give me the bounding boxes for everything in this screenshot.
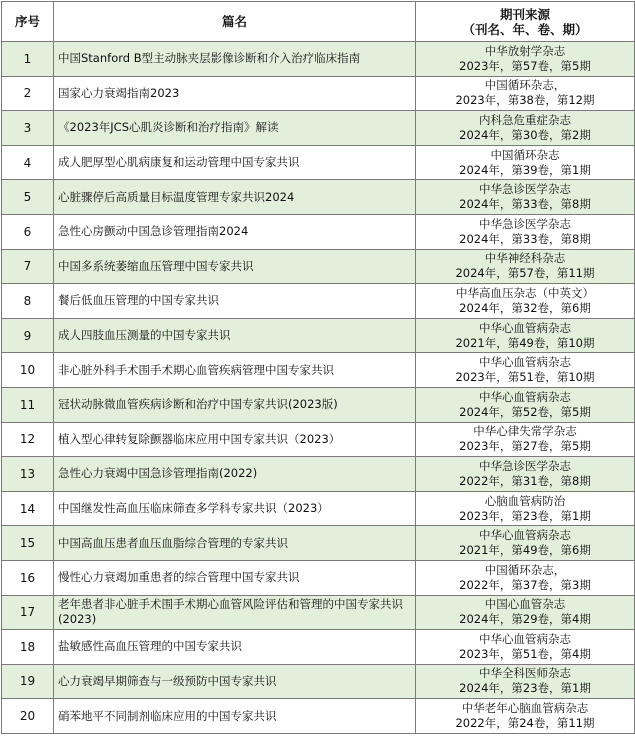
- row-source: [416, 353, 635, 388]
- row-issue: 2024年，第30卷，第2期: [459, 127, 591, 142]
- row-journal: 心脑血管病防治: [484, 493, 566, 508]
- row-index: 14: [2, 491, 54, 526]
- row-journal: 中华老年心脑血管病杂志: [461, 701, 589, 716]
- row-title: 餐后低血压管理的中国专家共识: [54, 284, 416, 319]
- row-index: 18: [2, 630, 54, 665]
- row-source: [416, 284, 635, 319]
- row-issue: 2022年，第31卷，第8期: [459, 473, 591, 488]
- guideline-table: [1, 1, 635, 734]
- row-journal: 中华高血压杂志（中英文）: [456, 285, 594, 300]
- row-index: 8: [2, 284, 54, 319]
- header-source-line1: 期刊来源: [499, 6, 550, 22]
- table-row: [2, 630, 635, 665]
- row-journal: 内科急危重症杂志: [479, 112, 571, 127]
- row-title: 非心脏外科手术围手术期心血管疾病管理中国专家共识: [54, 353, 416, 388]
- row-title: 盐敏感性高血压管理的中国专家共识: [54, 630, 416, 665]
- row-issue: 2024年，第33卷，第8期: [459, 231, 591, 246]
- row-index: 19: [2, 664, 54, 699]
- row-journal: 中华神经科杂志: [484, 251, 566, 266]
- row-journal: 中华心血管病杂志: [479, 389, 571, 404]
- row-title: 冠状动脉微血管疾病诊断和治疗中国专家共识(2023版): [54, 387, 416, 422]
- row-source: [416, 457, 635, 492]
- row-issue: 2022年，第24卷，第11期: [455, 716, 595, 731]
- row-index: 3: [2, 111, 54, 146]
- table-row: [2, 249, 635, 284]
- table-row: [2, 145, 635, 180]
- row-title: 成人肥厚型心肌病康复和运动管理中国专家共识: [54, 145, 416, 180]
- row-title: 心脏骤停后高质量目标温度管理专家共识2024: [54, 180, 416, 215]
- row-issue: 2023年，第38卷，第12期: [455, 93, 595, 108]
- row-issue: 2021年，第49卷，第6期: [459, 543, 591, 558]
- row-title: 老年患者非心脏手术围手术期心血管风险评估和管理的中国专家共识(2023): [54, 595, 416, 630]
- row-issue: 2022年，第37卷，第3期: [459, 577, 591, 592]
- row-title: 植入型心律转复除颤器临床应用中国专家共识（2023）: [54, 422, 416, 457]
- row-journal: 中华心血管病杂志: [479, 355, 571, 370]
- row-issue: 2023年，第51卷，第4期: [459, 646, 591, 661]
- table-row: [2, 422, 635, 457]
- row-source: [416, 249, 635, 284]
- row-source: [416, 699, 635, 734]
- row-source: [416, 76, 635, 111]
- table-row: [2, 595, 635, 630]
- row-source: [416, 180, 635, 215]
- header-index: 序号: [2, 2, 54, 42]
- table-row: [2, 111, 635, 146]
- table-header-row: [2, 2, 635, 42]
- row-title: 硝苯地平不同制剂临床应用的中国专家共识: [54, 699, 416, 734]
- row-title: 慢性心力衰竭加重患者的综合管理中国专家共识: [54, 560, 416, 595]
- row-title: 中国Stanford B型主动脉夹层影像诊断和介入治疗临床指南: [54, 42, 416, 77]
- row-source: [416, 595, 635, 630]
- table-row: [2, 457, 635, 492]
- row-title: 中国继发性高血压临床筛查多学科专家共识（2023）: [54, 491, 416, 526]
- row-issue: 2024年，第57卷，第11期: [455, 266, 595, 281]
- row-title: 中国多系统萎缩血压管理中国专家共识: [54, 249, 416, 284]
- row-index: 9: [2, 318, 54, 353]
- row-title: 中国高血压患者血压血脂综合管理的专家共识: [54, 526, 416, 561]
- row-index: 1: [2, 42, 54, 77]
- row-issue: 2024年，第33卷，第8期: [459, 197, 591, 212]
- row-index: 7: [2, 249, 54, 284]
- table-row: [2, 284, 635, 319]
- row-source: [416, 630, 635, 665]
- row-issue: 2023年，第51卷，第10期: [455, 370, 595, 385]
- row-journal: 中华全科医师杂志: [479, 666, 571, 681]
- row-journal: 中国循环杂志，: [484, 562, 566, 577]
- row-index: 15: [2, 526, 54, 561]
- row-journal: 中国循环杂志: [490, 147, 560, 162]
- row-journal: 中华急诊医学杂志: [479, 182, 571, 197]
- row-source: [416, 111, 635, 146]
- row-title: 急性心房颤动中国急诊管理指南2024: [54, 214, 416, 249]
- row-issue: 2023年，第23卷，第1期: [459, 508, 591, 523]
- row-journal: 中国心血管杂志: [484, 597, 566, 612]
- row-source: [416, 526, 635, 561]
- table-row: [2, 353, 635, 388]
- row-journal: 中华心律失常学杂志: [473, 424, 577, 439]
- row-index: 11: [2, 387, 54, 422]
- row-journal: 中华放射学杂志: [484, 43, 566, 58]
- table-row: [2, 387, 635, 422]
- row-source: [416, 145, 635, 180]
- table-row: [2, 318, 635, 353]
- row-source: [416, 422, 635, 457]
- table-row: [2, 214, 635, 249]
- row-title: 《2023年JCS心肌炎诊断和治疗指南》解读: [54, 111, 416, 146]
- header-source: [416, 2, 635, 42]
- table-body: [2, 42, 635, 734]
- row-issue: 2024年，第32卷，第6期: [459, 300, 591, 315]
- row-journal: 中华急诊医学杂志: [479, 216, 571, 231]
- header-source-line2: （刊名、年、卷、期）: [462, 21, 588, 37]
- row-journal: 中华心血管病杂志: [479, 528, 571, 543]
- row-index: 2: [2, 76, 54, 111]
- row-title: 急性心力衰竭中国急诊管理指南(2022): [54, 457, 416, 492]
- row-index: 20: [2, 699, 54, 734]
- row-index: 6: [2, 214, 54, 249]
- table-row: [2, 526, 635, 561]
- table-row: [2, 699, 635, 734]
- table-row: [2, 42, 635, 77]
- row-issue: 2023年，第57卷，第5期: [459, 58, 591, 73]
- row-issue: 2024年，第23卷，第1期: [459, 681, 591, 696]
- row-index: 12: [2, 422, 54, 457]
- row-issue: 2024年，第52卷，第5期: [459, 404, 591, 419]
- row-title: 成人四肢血压测量的中国专家共识: [54, 318, 416, 353]
- row-title: 国家心力衰竭指南2023: [54, 76, 416, 111]
- row-source: [416, 491, 635, 526]
- row-issue: 2024年，第39卷，第1期: [459, 162, 591, 177]
- row-index: 16: [2, 560, 54, 595]
- row-source: [416, 560, 635, 595]
- table-row: [2, 180, 635, 215]
- row-journal: 中华急诊医学杂志: [479, 458, 571, 473]
- row-journal: 中华心血管病杂志: [479, 631, 571, 646]
- row-source: [416, 664, 635, 699]
- row-issue: 2023年，第27卷，第5期: [459, 439, 591, 454]
- table-row: [2, 664, 635, 699]
- row-journal: 中国循环杂志，: [484, 78, 566, 93]
- header-title: 篇名: [54, 2, 416, 42]
- table-row: [2, 491, 635, 526]
- row-title: 心力衰竭早期筛查与一级预防中国专家共识: [54, 664, 416, 699]
- table-row: [2, 76, 635, 111]
- table-row: [2, 560, 635, 595]
- row-journal: 中华心血管病杂志: [479, 320, 571, 335]
- row-source: [416, 42, 635, 77]
- row-issue: 2024年，第29卷，第4期: [459, 612, 591, 627]
- row-source: [416, 387, 635, 422]
- row-index: 13: [2, 457, 54, 492]
- row-index: 17: [2, 595, 54, 630]
- row-index: 4: [2, 145, 54, 180]
- row-index: 5: [2, 180, 54, 215]
- row-issue: 2021年，第49卷，第10期: [455, 335, 595, 350]
- row-index: 10: [2, 353, 54, 388]
- row-source: [416, 214, 635, 249]
- row-source: [416, 318, 635, 353]
